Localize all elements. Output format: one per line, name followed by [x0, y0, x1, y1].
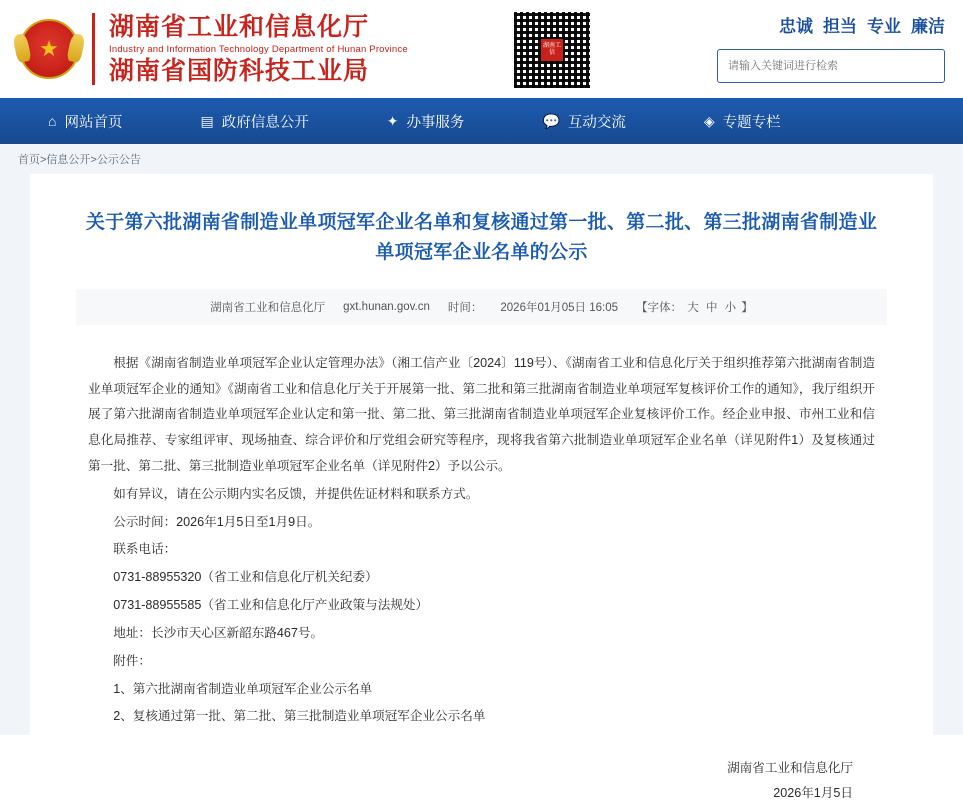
article-meta-bar — [76, 289, 887, 325]
site-title-en: Industry and Information Technology Department of Hunan Province — [109, 43, 408, 55]
content-background — [0, 174, 963, 801]
font-size-small-button[interactable]: 小 — [724, 301, 737, 314]
qr-code-icon — [512, 10, 592, 90]
font-size-control[interactable] — [636, 299, 753, 315]
article-domain: gxt.hunan.gov.cn — [343, 300, 430, 313]
article-paragraph: 0731-88955320（省工业和信息化厅机关纪委） — [113, 570, 378, 585]
site-title-block — [92, 13, 408, 85]
site-title-cn-secondary: 湖南省国防科技工业局 — [109, 56, 370, 85]
slogan-item-2: 担当 — [823, 17, 857, 36]
nav-item-label: 办事服务 — [406, 114, 465, 131]
font-size-label: 【字体： — [636, 301, 683, 314]
breadcrumb-text: 首页>信息公开>公示公告 — [18, 154, 141, 166]
page-title: 关于第六批湖南省制造业单项冠军企业名单和复核通过第一批、第二批、第三批湖南省制造业单项冠军企业名单的公示 — [85, 212, 878, 264]
header-right-panel — [717, 12, 945, 83]
article-signature — [88, 756, 875, 806]
signature-organization: 湖南省工业和信息化厅 — [727, 761, 853, 776]
article-source: 湖南省工业和信息化厅 — [210, 301, 326, 314]
search-box[interactable] — [717, 49, 945, 83]
home-icon: ⌂ — [48, 113, 57, 129]
main-navigation — [0, 98, 963, 144]
nav-item-interaction[interactable] — [542, 111, 625, 132]
article-time-label: 时间： — [447, 301, 483, 314]
article-paragraph: 联系电话： — [113, 542, 177, 557]
nav-item-label: 互动交流 — [567, 114, 626, 131]
article-paragraph: 根据《湖南省制造业单项冠军企业认定管理办法》（湘工信产业〔2024〕119号）、《湖南省工业和信息化厅关于组织推荐第六批湖南省制造业单项冠军企业的通知》《湖南省工业和信息化厅关于开展第一批、第二批和第三批湖南省制造业单项冠军复核评价工作的通知》，我厅组织开展了第六批湖南省制造业单项冠军企业认定和第一批、第二批、第三批湖南省制造业单项冠军企业复核评价工作。经企业申报、市州工业和信息化局推荐、专家组评审、现场抽查、综合评价和厅党组会研究等程序，现将我省第六批制造业单项冠军企业名单（详见附件1）及复核通过第一批、第二批、第三批制造业单项冠军企业名单（详见附件2）予以公示。 — [88, 355, 875, 474]
nav-item-label: 网站首页 — [64, 114, 123, 131]
font-size-medium-button[interactable]: 中 — [705, 301, 718, 314]
nav-item-label: 政府信息公开 — [221, 114, 309, 131]
slogan-item-4: 廉洁 — [911, 17, 945, 36]
nav-item-government-info[interactable] — [200, 111, 308, 132]
chat-icon: 💬 — [542, 112, 560, 129]
attachment-heading: 附件： — [113, 653, 151, 668]
article-paragraph: 0731-88955585（省工业和信息化厅产业政策与法规处） — [113, 598, 429, 613]
slogan-list — [717, 12, 945, 37]
site-title-cn-primary: 湖南省工业和信息化厅 — [109, 12, 370, 41]
font-size-large-button[interactable]: 大 — [687, 301, 699, 314]
article-body — [76, 325, 887, 807]
nav-item-services[interactable] — [387, 111, 465, 132]
service-icon: ✦ — [386, 112, 399, 129]
attachment-item[interactable]: 1、第六批湖南省制造业单项冠军企业公示名单 — [113, 681, 373, 696]
qr-center-label: 湖南工信 — [541, 39, 563, 61]
signature-date: 2026年1月5日 — [773, 786, 853, 801]
attachment-item[interactable]: 2、复核通过第一批、第二批、第三批制造业单项冠军企业公示名单 — [113, 709, 486, 724]
article-paragraph: 如有异议，请在公示期内实名反馈，并提供佐证材料和联系方式。 — [113, 486, 479, 501]
site-header — [0, 0, 963, 98]
document-icon: ▤ — [200, 112, 214, 129]
layers-icon: ◈ — [703, 112, 715, 129]
nav-item-label: 专题专栏 — [722, 114, 781, 131]
nav-item-home[interactable] — [48, 111, 122, 132]
national-emblem-icon: ★ — [16, 16, 82, 82]
slogan-item-3: 专业 — [867, 17, 901, 36]
article-time-value: 2026年01月05日 16:05 — [500, 301, 619, 314]
article-paragraph: 地址：长沙市天心区新韶东路467号。 — [113, 625, 324, 640]
search-input[interactable] — [726, 59, 936, 73]
article-card — [30, 174, 933, 807]
article-paragraph: 公示时间：2026年1月5日至1月9日。 — [113, 514, 321, 529]
slogan-item-1: 忠诚 — [779, 17, 813, 36]
breadcrumb[interactable] — [0, 144, 963, 174]
font-size-close-bracket: 】 — [741, 301, 753, 314]
nav-item-special-topics[interactable] — [704, 111, 781, 132]
